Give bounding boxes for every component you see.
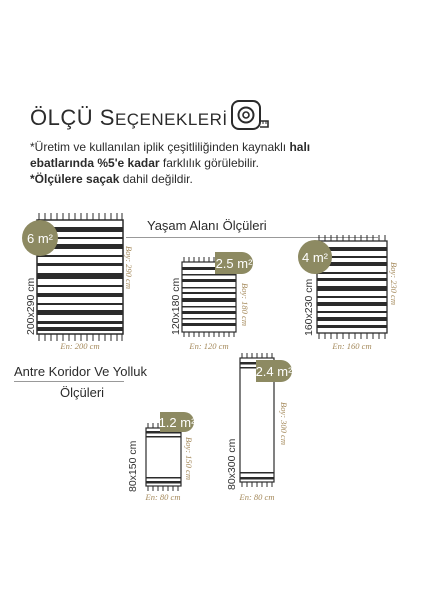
rug-80x150-size: 80x150 cm xyxy=(127,440,139,492)
rug-80x300-length: Boy: 300 cm xyxy=(279,402,289,445)
rug-80x300-area-badge: 2.4 m² xyxy=(256,360,292,382)
rug-120x180-size: 120x180 cm xyxy=(170,277,182,335)
rug-200x290-length: Boy: 290 cm xyxy=(124,246,134,289)
title-part-3: EÇENEKLERİ xyxy=(114,110,228,129)
rug-200x290-size: 200x290 cm xyxy=(25,277,37,335)
rug-80x150-length: Boy: 150 cm xyxy=(184,437,194,480)
rug-200x290-width: En: 200 cm xyxy=(60,341,100,351)
corridor-heading: Antre Koridor Ve Yolluk xyxy=(14,364,147,379)
note-line-2 xyxy=(30,155,259,171)
rug-80x150-area-badge: 1.2 m² xyxy=(160,412,194,432)
tape-measure-icon xyxy=(230,99,270,131)
corridor-heading-2: Ölçüleri xyxy=(60,385,105,400)
note-3-bold: *Ölçülere saçak xyxy=(30,172,120,186)
corridor-divider xyxy=(14,381,124,382)
title-part-1: ÖLÇÜ xyxy=(30,105,94,130)
rug-160x230-width: En: 160 cm xyxy=(332,341,372,351)
rug-160x230-length: Boy: 230 cm xyxy=(389,262,399,305)
note-line-3 xyxy=(30,171,193,187)
note-2-text: farklılık görülebilir. xyxy=(159,156,259,170)
rug-160x230-size: 160x230 cm xyxy=(303,278,315,336)
note-1-text: *Üretim ve kullanılan iplik çeşitliliğinden kaynaklı xyxy=(30,140,290,154)
rug-120x180-length: Boy: 180 cm xyxy=(240,283,250,326)
rug-80x150-drawing xyxy=(145,423,183,491)
note-line-1 xyxy=(30,139,310,155)
title-part-2: S xyxy=(99,105,115,130)
living-area-heading: Yaşam Alanı Ölçüleri xyxy=(147,218,267,233)
note-3-text: dahil değildir. xyxy=(119,172,193,186)
rug-80x300-width: En: 80 cm xyxy=(239,492,275,502)
rug-80x150 xyxy=(145,423,183,491)
rug-160x230-area-badge: 4 m² xyxy=(298,240,332,274)
rug-120x180-width: En: 120 cm xyxy=(189,341,229,351)
rug-80x150-width: En: 80 cm xyxy=(145,492,181,502)
rug-80x300-size: 80x300 cm xyxy=(226,438,238,490)
page-title xyxy=(30,105,228,131)
note-2-bold: ebatlarında %5'e kadar xyxy=(30,156,160,170)
rug-120x180-area-badge: 2.5 m² xyxy=(215,252,253,274)
rug-200x290-area-badge: 6 m² xyxy=(22,220,58,256)
note-1-bold: halı xyxy=(289,140,311,154)
